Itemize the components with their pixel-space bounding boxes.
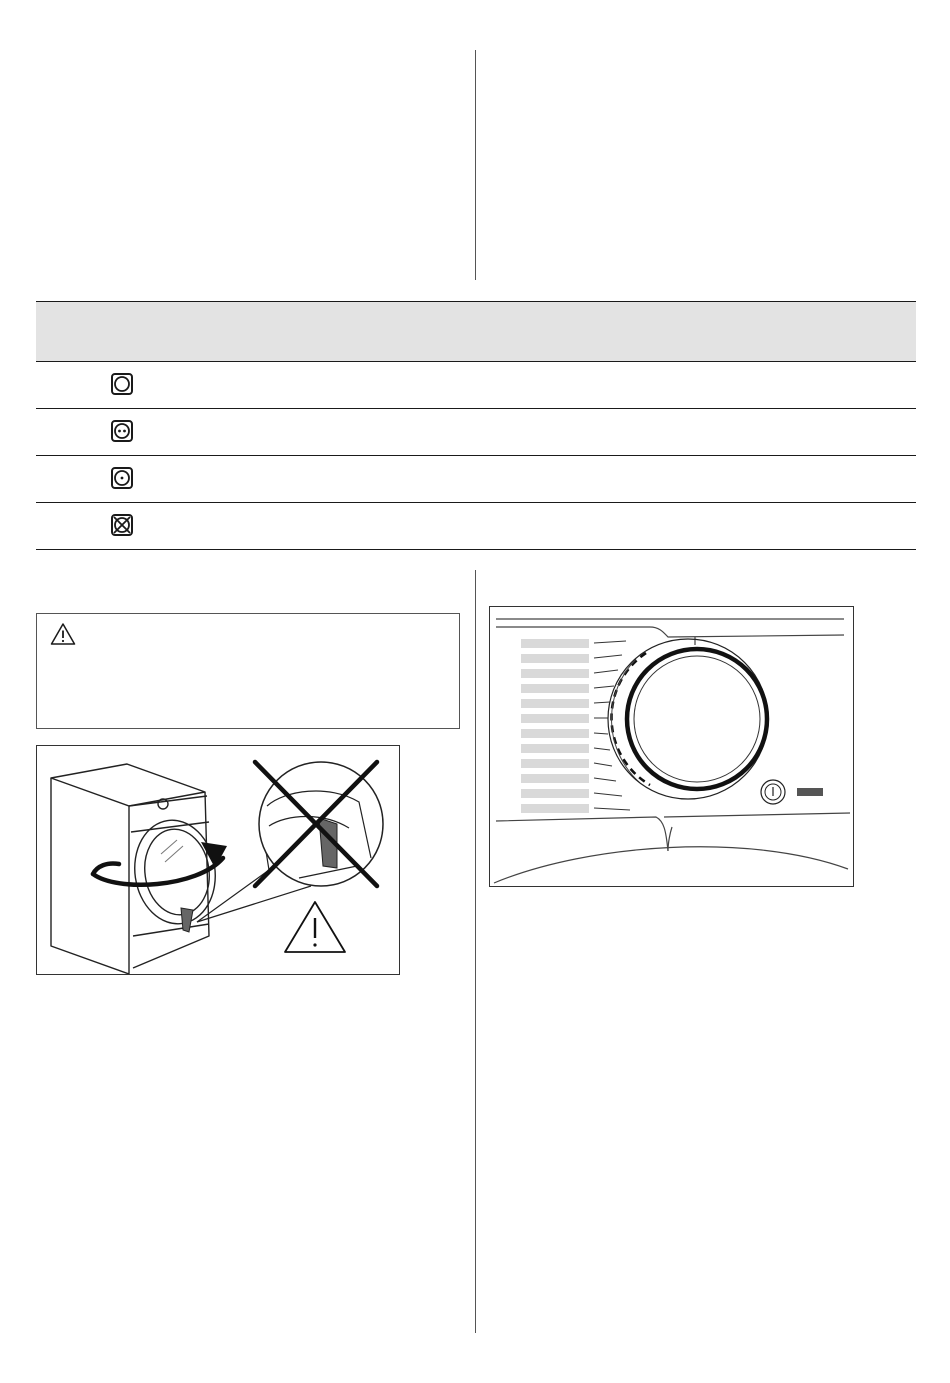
power-button-icon xyxy=(761,780,785,804)
do-not-tumble-dry-icon xyxy=(110,513,134,537)
table-row xyxy=(36,456,916,503)
dryer-door-figure xyxy=(36,745,400,975)
tumble-dry-icon xyxy=(110,372,134,396)
top-column-divider xyxy=(475,50,476,280)
warning-triangle-icon xyxy=(285,902,345,952)
table-row xyxy=(36,503,916,550)
dryer-illustration xyxy=(37,746,399,974)
warning-triangle-icon xyxy=(50,622,76,646)
program-labels xyxy=(521,639,589,813)
care-symbols-table xyxy=(36,301,916,550)
tumble-dry-normal-heat-icon xyxy=(110,419,134,443)
magnified-detail xyxy=(259,762,383,886)
control-panel-illustration xyxy=(490,607,853,886)
tumble-dry-low-heat-icon xyxy=(110,466,134,490)
display-icon xyxy=(797,788,823,796)
table-row xyxy=(36,362,916,409)
control-panel-figure xyxy=(489,606,854,887)
care-table-header xyxy=(36,301,916,362)
bottom-column-divider xyxy=(475,570,476,1333)
table-row xyxy=(36,409,916,456)
warning-box xyxy=(36,613,460,729)
